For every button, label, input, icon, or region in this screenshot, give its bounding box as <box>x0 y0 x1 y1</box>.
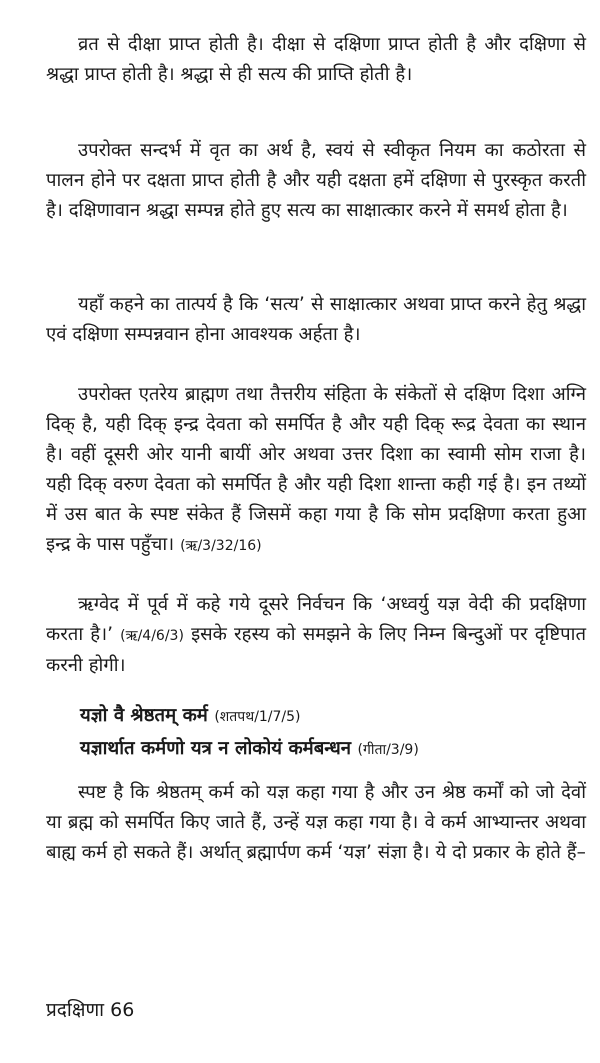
paragraph-2-text: उपरोक्त सन्दर्भ में वृत का अर्थ है, स्वयं से स्वीकृत नियम का कठोरता से पालन होने पर दक्षता प्राप्त होती है और यही दक्षता हमें दक्षिणा से पुरस्कृत करती है। दक्षिणावान श्रद्धा सम्पन्न होते हुए सत्य का साक्षात्कार करने में समर्थ होता है। <box>46 140 586 221</box>
verse-block <box>80 700 580 766</box>
page-footer <box>46 996 134 1022</box>
paragraph-1 <box>46 30 586 90</box>
paragraph-6 <box>46 778 586 868</box>
paragraph-4-reference: (ऋ/3/32/16) <box>180 538 262 554</box>
paragraph-4-text: उपरोक्त एतरेय ब्राह्मण तथा तैत्तरीय संहिता के संकेतों से दक्षिण दिशा अग्नि दिक् है, यही दिक् इन्द्र देवता को समर्पित है और यही दिक् रूद्र देवता का स्थान है। वहीं दूसरी ओर यानी बायीं ओर अथवा उत्तर दिशा का स्वामी सोम राजा है। यही दिक् वरुण देवता को समर्पित है और यही दिशा शान्ता कही गई है। इन तथ्यों में उस बात के स्पष्ट संकेत हैं जिसमें कहा गया है कि सोम प्रदक्षिणा करता हुआ इन्द्र के पास पहुँचा। <box>46 384 586 555</box>
paragraph-5-tail: इसके रहस्य को समझने के लिए निम्न बिन्दुओं पर दृष्टिपात करनी होगी। <box>46 624 586 676</box>
paragraph-4 <box>46 380 586 561</box>
paragraph-1-text: व्रत से दीक्षा प्राप्त होती है। दीक्षा से दक्षिणा प्राप्त होती है और दक्षिणा से श्रद्धा प्राप्त होती है। श्रद्धा से ही सत्य की प्राप्ति होती है। <box>46 34 586 85</box>
paragraph-5-reference: (ऋ/4/6/3) <box>120 628 184 644</box>
verse-2 <box>80 733 580 766</box>
verse-2-text: यज्ञार्थात कर्मणो यत्र न लोकोयं कर्मबन्धन <box>80 738 352 759</box>
verse-1 <box>80 700 580 733</box>
verse-1-source: (शतपथ/1/7/5) <box>214 709 301 725</box>
paragraph-5-text: ऋग्वेद में पूर्व में कहे गये दूसरे निर्वचन कि ‘अध्वर्यु यज्ञ वेदी की प्रदक्षिणा करता है।’ <box>46 594 586 645</box>
paragraph-6-text: स्पष्ट है कि श्रेष्ठतम् कर्म को यज्ञ कहा गया है और उन श्रेष्ठ कर्मों को जो देवों या ब्रह्म को समर्पित किए जाते हैं, उन्हें यज्ञ कहा गया है। वे कर्म आभ्यान्तर अथवा बाह्य कर्म हो सकते हैं। अर्थात् ब्रह्मार्पण कर्म ‘यज्ञ’ संज्ञा है। ये दो प्रकार के होते हैं– <box>46 782 586 863</box>
paragraph-3-text: यहाँ कहने का तात्पर्य है कि ‘सत्य’ से साक्षात्कार अथवा प्राप्त करने हेतु श्रद्धा एवं दक्षिणा सम्पन्नवान होना आवश्यक अर्हता है। <box>46 294 586 345</box>
verse-1-text: यज्ञो वै श्रेष्ठतम् कर्म <box>80 705 208 726</box>
paragraph-3 <box>46 290 586 350</box>
paragraph-5 <box>46 590 586 681</box>
page-number-label: प्रदक्षिणा 66 <box>46 999 135 1021</box>
paragraph-2 <box>46 136 586 226</box>
verse-2-source: (गीता/3/9) <box>357 742 419 758</box>
